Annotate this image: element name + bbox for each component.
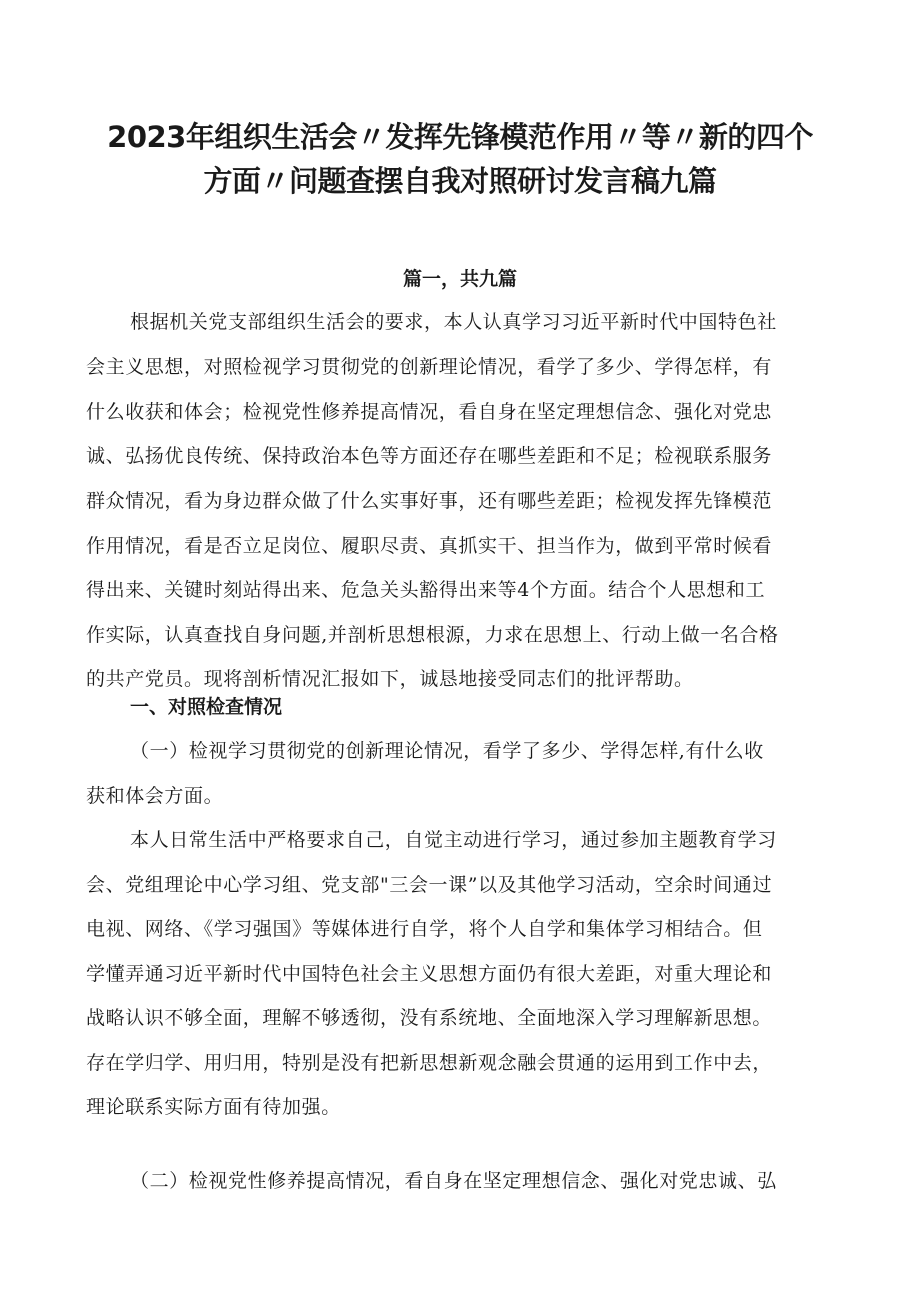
intro-line-3: 什么收获和体会；检视党性修养提高情况，看自身在坚定理想信念、强化对党忠 — [86, 401, 773, 423]
para-2-line-1: 本人日常生活中严格要求自己，自觉主动进行学习，通过参加主题教育学习 — [130, 829, 777, 851]
para-2-line-3: 电视、网络、《学习强国》等媒体进行自学，将个人自学和集体学习相结合。但 — [86, 918, 763, 940]
document-title-line-2: 方面〃问题查摆自我对照研讨发言稿九篇 — [203, 164, 717, 198]
intro-line-9: 的共产党员。现将剖析情况汇报如下，诚恳地接受同志们的批评帮助。 — [86, 668, 694, 690]
intro-line-6: 作用情况，看是否立足岗位、履职尽责、真抓实干、担当作为，做到平常时候看 — [86, 535, 773, 557]
intro-line-2: 会主义思想，对照检视学习贯彻党的创新理论情况，看学了多少、学得怎样，有 — [86, 356, 773, 378]
para-2-line-2: 会、党组理论中心学习组、党支部"三会一课”以及其他学习活动，空余时间通过 — [86, 874, 773, 896]
intro-line-1: 根据机关党支部组织生活会的要求，本人认真学习习近平新时代中国特色社 — [130, 311, 777, 333]
para-2-line-4: 学懂弄通习近平新时代中国特色社会主义思想方面仍有很大差距，对重大理论和 — [86, 963, 773, 985]
subsection-1-line-1: （一）检视学习贯彻党的创新理论情况，看学了多少、学得怎样,有什么收 — [130, 740, 764, 762]
para-2-line-5: 战略认识不够全面，理解不够透彻，没有系统地、全面地深入学习理解新思想。 — [86, 1007, 773, 1029]
subsection-2-line-1: （二）检视党性修养提高情况，看自身在坚定理想信念、强化对党忠诚、弘 — [130, 1170, 777, 1192]
intro-line-7: 得出来、关键时刻站得出来、危急关头豁得出来等4个方面。结合个人思想和工 — [86, 579, 766, 601]
intro-line-5: 群众情况，看为身边群众做了什么实事好事，还有哪些差距；检视发挥先锋模范 — [86, 490, 773, 512]
para-2-line-7: 理论联系实际方面有待加强。 — [86, 1096, 341, 1118]
document-title-line-1: 2023年组织生活会〃发挥先锋模范作用〃等〃新的四个 — [107, 120, 813, 154]
subsection-1-line-2: 获和体会方面。 — [86, 785, 224, 807]
intro-line-8: 作实际，认真查找自身问题,并剖析思想根源，力求在思想上、行动上做一名合格 — [86, 624, 779, 646]
section-heading: 一、对照检查情况 — [130, 696, 283, 718]
section-subtitle: 篇一，共九篇 — [402, 268, 517, 290]
intro-line-4: 诚、弘扬优良传统、保持政治本色等方面还存在哪些差距和不足；检视联系服务 — [86, 445, 773, 467]
para-2-line-6: 存在学归学、用归用，特别是没有把新思想新观念融会贯通的运用到工作中去， — [86, 1052, 773, 1074]
